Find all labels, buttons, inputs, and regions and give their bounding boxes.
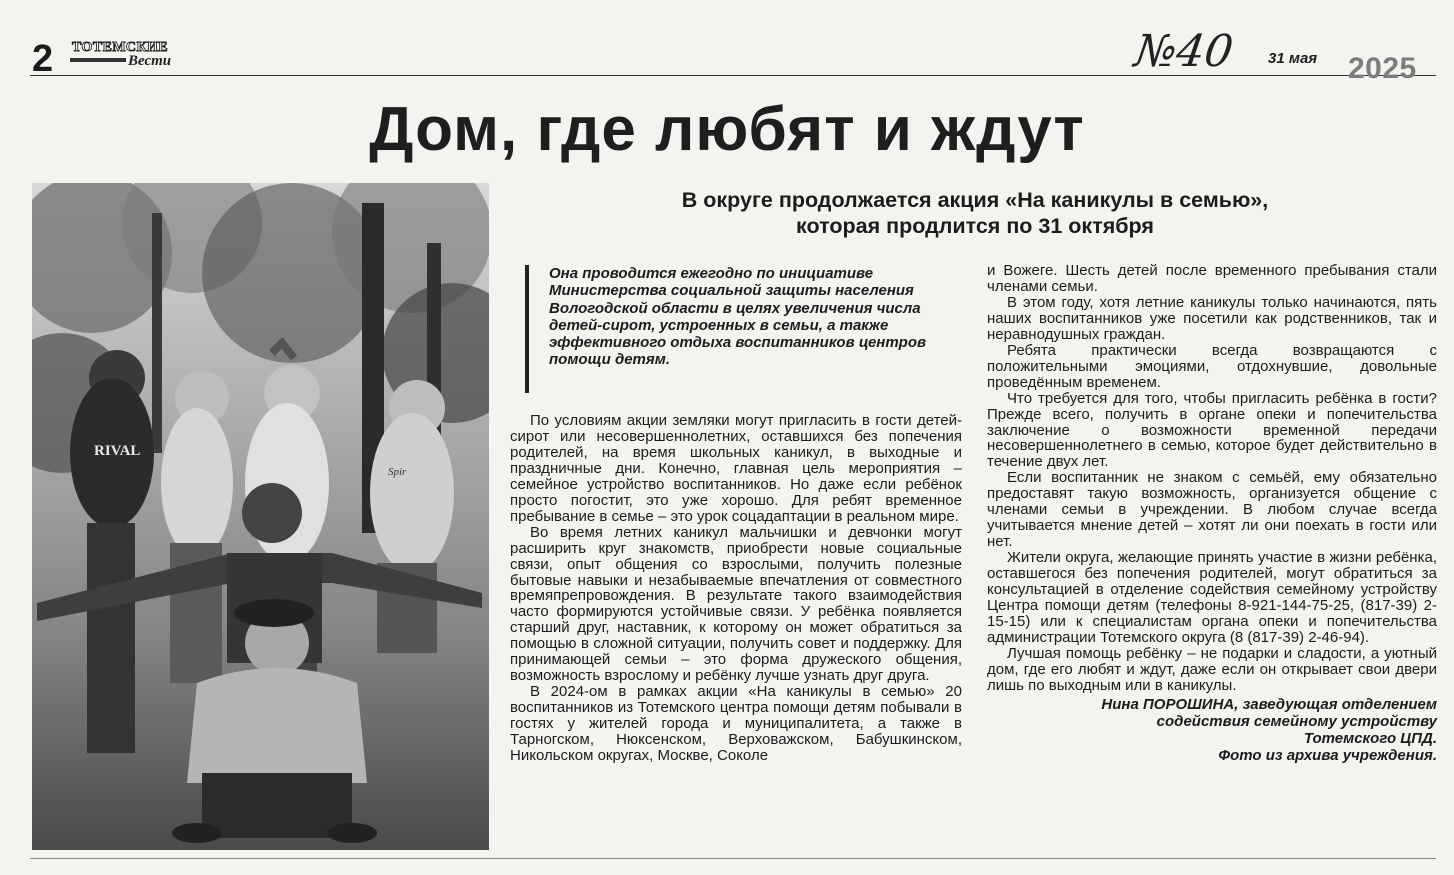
paragraph: Ребята практически всегда возвращаются с положительными эмоциями, отдохнувшие, довольные проведённым временем. bbox=[987, 341, 1437, 391]
paragraph: По условиям акции земляки могут пригласить в гости детей-сирот или несовершеннолетних, оставшихся без попечения родителей, на время школьных каникул, в выходные и праздничные дни. Конечно, главная цель мероприятия – семейное устройство воспитанников. Но даже если ребёнок просто погостит, это уже хорошо. Для ребят временное пребывание в семье – это урок соцадаптации в реальном мире. bbox=[510, 412, 962, 525]
article-lead bbox=[525, 265, 967, 393]
signature-line-3: Тотемского ЦПД. bbox=[1303, 729, 1437, 747]
paragraph: Если воспитанник не знаком с семьёй, ему обязательно предоставят такую возможность, организуется общение с членами семьи в учреждении. В любом случае всегда учитывается мнение детей – хотят ли они поехать в гости или нет. bbox=[987, 469, 1437, 551]
photo-shirt-text-1: RIVAL bbox=[94, 443, 141, 459]
paragraph: Лучшая помощь ребёнку – не подарки и сладости, а уютный дом, где его любят и ждут, даже если он открывает свои двери лишь по выходным или в каникулы. bbox=[987, 644, 1437, 694]
signature-line-2: содействия семейному устройству bbox=[1156, 712, 1437, 730]
paragraph: В этом году, хотя летние каникулы только начинаются, пять наших воспитанников уже посетили как родственников, так и неравнодушных граждан. bbox=[987, 293, 1437, 343]
article-subhead bbox=[520, 187, 1430, 239]
paragraph-continued: и Вожеге. Шесть детей после временного пребывания стали членами семьи. bbox=[987, 262, 1437, 295]
paragraph: Во время летних каникул мальчишки и девчонки могут расширить круг знакомств, приобрести новые социальные связи, опыт общения со взрослыми, получить полезные бытовые навыки и незабываемые впечатления от совместного времяпрепровождения. В результате такого взаимодействия часто формируются устойчивые связи. У ребёнка появляется старший друг, наставник, к которому он может обратиться за помощью в сложной ситуации, получить совет и поддержку. Для принимающей семьи – это форма дружеского общения, возможность взрослому и ребёнку лучше узнать друг друга. bbox=[510, 523, 962, 685]
photo-shirt-text-2: Spir bbox=[388, 466, 407, 478]
newspaper-logo bbox=[70, 40, 202, 70]
page-number: 2 bbox=[32, 38, 54, 80]
logo-line1: ТОТЕМСКИЕ bbox=[72, 40, 169, 55]
lead-text: Она проводится ежегодно по инициативе Министерства социальной защиты населения Вологодской области в целях увеличения числа детей-сирот, устроенных в семьи, а также эффективного отдыха воспитанников центров помощи детям. bbox=[549, 265, 927, 369]
logo-line2: Вести bbox=[128, 53, 172, 69]
issue-date: 31 мая bbox=[1268, 50, 1318, 67]
author-signature bbox=[987, 696, 1437, 764]
paragraph: Что требуется для того, чтобы пригласить ребёнка в гости? Прежде всего, получить в органе опеки и попечительства заключение о возможности временной передачи несовершеннолетнего в семью, которое будет действительно в течение двух лет. bbox=[987, 389, 1437, 471]
subhead-line-1: В округе продолжается акция «На каникулы в семью», bbox=[681, 188, 1269, 212]
text-column-1 bbox=[510, 413, 962, 764]
paragraph: В 2024-ом в рамках акции «На каникулы в семью» 20 воспитанников из Тотемского центра помощи детям побывали в гостях у жителей города и муниципалитета, а также в Тарногском, Нюксенском, Верховажском, Бабушкинском, Никольском округах, Москве, Соколе bbox=[510, 683, 962, 765]
text-column-2 bbox=[987, 263, 1437, 764]
article-headline: Дом, где любят и ждут bbox=[369, 95, 1085, 164]
signature-line-1: Нина ПОРОШИНА, заведующая отделением bbox=[1101, 695, 1437, 713]
issue-year: 2025 bbox=[1348, 52, 1417, 85]
subhead-line-2: которая продлится по 31 октября bbox=[796, 214, 1154, 238]
bottom-rule bbox=[30, 858, 1436, 859]
logo-bar bbox=[70, 58, 126, 62]
photo-credit: Фото из архива учреждения. bbox=[1218, 746, 1437, 764]
paragraph: Жители округа, желающие принять участие в жизни ребёнка, оставшегося без попечения родителей, могут обратиться за консультацией в отделение содействия семейному устройству Центра помощи детям (телефоны 8-921-144-75-25, (817-39) 2-15-15) или к специалистам органа опеки и попечительства администрации Тотемского округа (8 (817-39) 2-46-94). bbox=[987, 549, 1437, 646]
issue-number-handwritten: №40 bbox=[1131, 26, 1237, 77]
article-photo bbox=[32, 183, 489, 850]
